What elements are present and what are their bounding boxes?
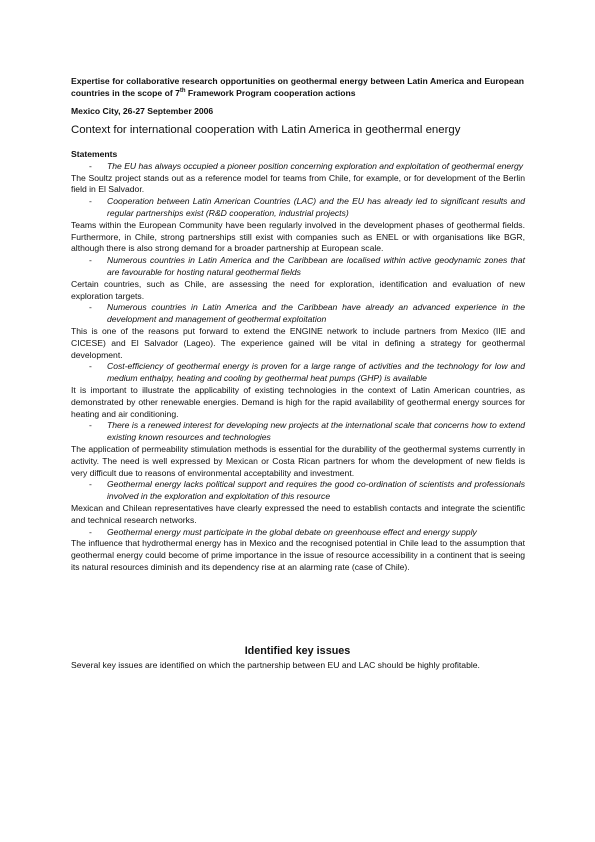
document-title xyxy=(71,76,524,99)
context-heading: Context for international cooperation with Latin America in geothermal energy xyxy=(71,124,461,136)
issues-heading: Identified key issues xyxy=(244,645,351,657)
bullet-text: Numerous countries in Latin America and the Caribbean are localised within active geodynamic zones that are favourable for hosting natural geothermal fields xyxy=(107,255,525,277)
statement-bullet xyxy=(89,479,525,503)
statement-paragraph: Teams within the European Community have been regularly involved in the development phases of geothermal fields. Furthermore, in Chile, strong partnerships still exist with companies such as ENEL or with organisations like BGR, although there is also strong demand for a broader partnership at European scale. xyxy=(71,219,525,254)
bullet-text: There is a renewed interest for developing new projects at the international scale that concerns how to extend existing known resources and technologies xyxy=(107,420,525,443)
statement-paragraph: The application of permeability stimulation methods is essential for the durability of the geothermal systems currently in activity. The need is well expressed by Mexican or Costa Rican partners for whom the development of new fields is very difficult due to reasons of environmental acceptability and investment. xyxy=(71,443,525,478)
dash-marker: - xyxy=(89,302,92,313)
bullet-text: Geothermal energy must participate in the global debate on greenhouse effect and energy supply xyxy=(107,526,477,537)
title-superscript: th xyxy=(179,87,186,94)
statement-bullet xyxy=(89,161,525,173)
statements-section xyxy=(71,149,525,574)
statements-heading: Statements xyxy=(71,149,118,159)
statement-paragraph: This is one of the reasons put forward to extend the ENGINE network to include partners from Mexico (IIE and CICESE) and El Salvador (Lageo). The experience gained will be vital in defining a strategy for geothermal development. xyxy=(71,325,525,360)
statement-paragraph: The Soultz project stands out as a reference model for teams from Chile, for example, or for development of the Berlin field in El Salvador. xyxy=(71,172,525,195)
bullet-text: Cost-efficiency of geothermal energy is proven for a large range of activities and the technology for low and medium enthalpy, heating and cooling by geothermal heat pumps (GHP) is available xyxy=(107,361,525,384)
statement-bullet xyxy=(89,420,525,444)
event-date: Mexico City, 26-27 September 2006 xyxy=(71,106,214,116)
statement-paragraph: It is important to illustrate the applicability of existing technologies in the context of Latin American countries, as demonstrated by other renewable energies. Demand is high for the rapid availability of geothermal energy sources for heating and air conditioning. xyxy=(71,384,525,419)
dash-marker: - xyxy=(89,361,92,372)
bullet-text: The EU has always occupied a pioneer position concerning exploration and exploitation of geothermal energy xyxy=(107,160,524,171)
dash-marker: - xyxy=(89,255,92,266)
dash-marker: - xyxy=(89,479,92,490)
statement-paragraph: Mexican and Chilean representatives have clearly expressed the need to establish contacts and integrate the scientific and technical research networks. xyxy=(71,502,525,525)
title-text-end: Framework Program cooperation actions xyxy=(185,87,356,98)
statement-paragraph: The influence that hydrothermal energy has in Mexico and the recognised potential in Chile lead to the assumption that geothermal energy could become of prime importance in the issue of resource accessibility in a continent that is seeing its natural resources diminish and its dependency rise at an alarming rate (case of Chile). xyxy=(71,538,525,572)
dash-marker: - xyxy=(89,160,92,171)
dash-marker: - xyxy=(89,420,92,431)
dash-marker: - xyxy=(89,196,92,207)
statement-bullet xyxy=(89,255,525,279)
statement-paragraph: Certain countries, such as Chile, are assessing the need for exploration, identification and evaluation of new exploration targets. xyxy=(71,278,525,301)
title-text: Expertise for collaborative research opportunities on geothermal energy between Latin America and European countries in the scope of 7 xyxy=(71,76,524,98)
statement-bullet xyxy=(89,527,525,539)
bullet-text: Geothermal energy lacks political support and requires the good co-ordination of scientists and professionals involved in the exploration and exploitation of this resource xyxy=(107,479,525,502)
bullet-text: Cooperation between Latin American Countries (LAC) and the EU has already led to significant results and regular partnerships exist (R&D cooperation, industrial projects) xyxy=(107,196,525,218)
statement-bullet xyxy=(89,196,525,220)
bullet-text: Numerous countries in Latin America and the Caribbean have already an advanced experience in the development and management of geothermal exploitation xyxy=(107,302,525,325)
statement-bullet xyxy=(89,302,525,326)
issues-paragraph: Several key issues are identified on which the partnership between EU and LAC should be highly profitable. xyxy=(71,660,480,670)
dash-marker: - xyxy=(89,526,92,537)
statement-bullet xyxy=(89,361,525,385)
